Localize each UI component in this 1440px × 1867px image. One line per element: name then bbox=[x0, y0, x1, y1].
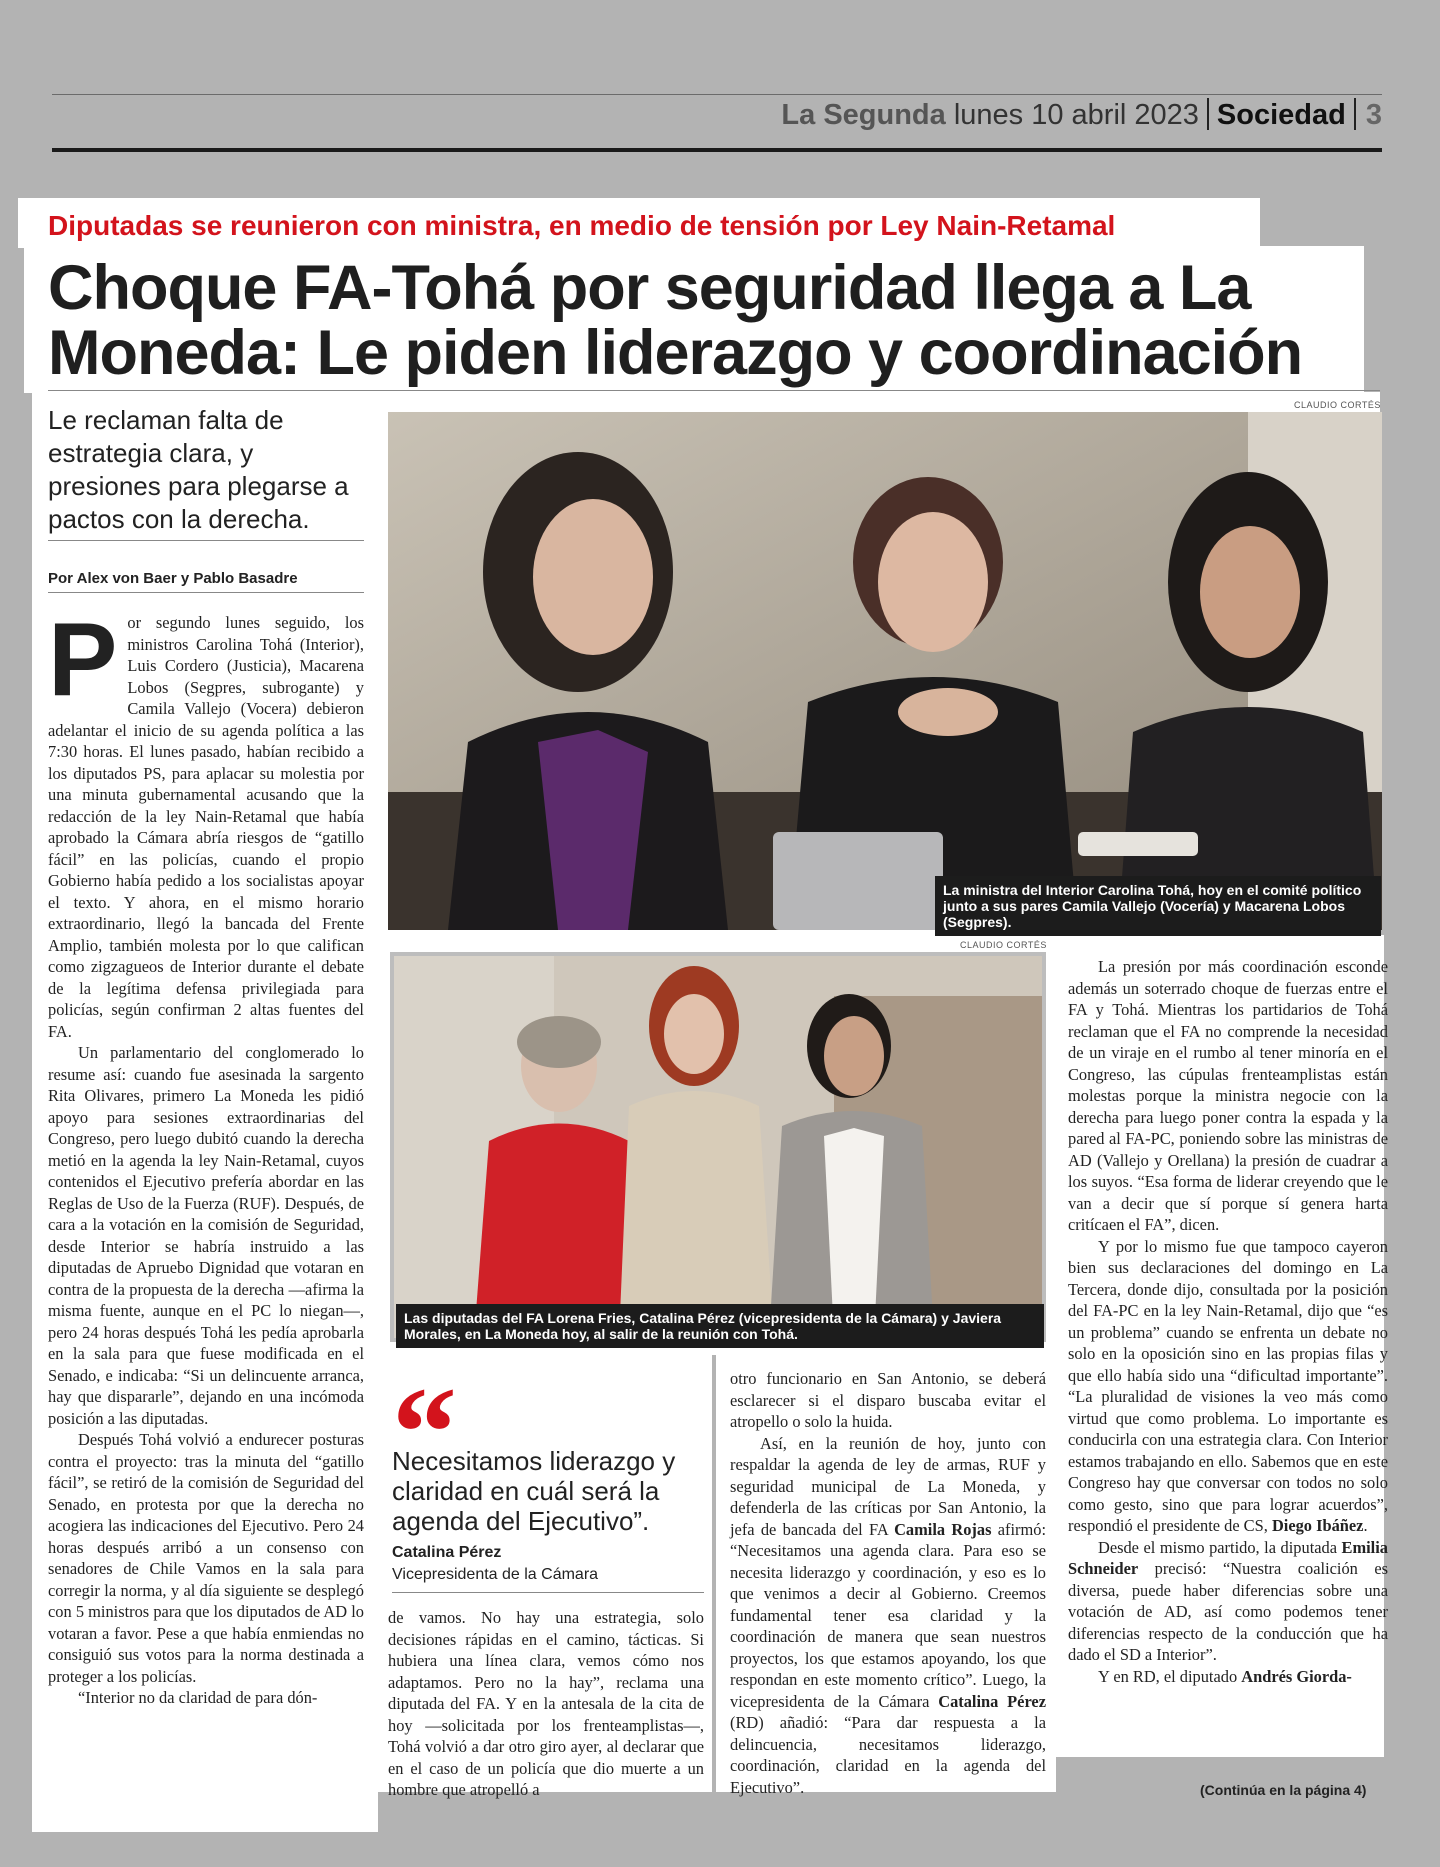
masthead-top-rule bbox=[52, 94, 1382, 95]
paragraph bbox=[1068, 1537, 1388, 1666]
paragraph: Un parlamentario del conglomerado lo resume así: cuando fue asesinada la sargento Rita Olivares, primero La Moneda les pidió apoyo para sesiones extraordinarias del Congreso, pero luego dubitó cuando la derecha metió en la agenda la ley Nain-Retamal, cuyos contenidos el Ejecutivo prefería abordar en las Reglas de Uso de la Fuerza (RUF). Después, de cara a la votación en la comisión de Seguridad, desde Interior se habría instruido a las diputadas de Apruebo Dignidad que votaran en contra de la propuesta de la derecha —afirma la misma fuente, aunque en el PC lo niegan—, pero 24 horas después Tohá les pedía aprobarla en la sala para que fuese modificada en el Senado, e indicaba: “Si un delincuente arranca, hay que dispararle”, dejando en una incómoda posición a las diputadas. bbox=[48, 1043, 364, 1428]
text-run: afirmó: “Necesitamos una agenda clara. Para eso se necesita liderazgo y coordinación, y eso es lo que venimos a decir al Gobierno. Creemos fundamental tener esa claridad y la coordinación de manera que sean nuestros proyectos, los que estamos apoyando, los que respondan en este momento crítico”. Luego, la vicepresidenta de la Cámara bbox=[730, 1519, 1046, 1711]
text-run: Así, en la reunión de hoy, junto con respaldar la agenda de ley de armas, RUF y seguridad municipal de La Moneda, y defenderla de las críticas por San Antonio, la jefa de bancada del FA bbox=[730, 1433, 1046, 1539]
middle-photo bbox=[390, 952, 1046, 1342]
pull-quote-rule bbox=[392, 1592, 704, 1593]
byline: Por Alex von Baer y Pablo Basadre bbox=[48, 570, 298, 587]
quote-mark-icon: “ bbox=[392, 1361, 457, 1505]
person-name: Andrés Giorda- bbox=[1241, 1666, 1352, 1686]
drop-cap: P bbox=[48, 602, 118, 718]
paragraph: La presión por más coordinación esconde además un soterrado choque de fuerzas entre el FA y Tohá. Mientras los partidarios de Tohá reclaman que el FA no comprende la necesidad de un viraje en el rumbo al tener minoría en el Congreso, las cúpulas frenteamplistas están molestas porque la ministra negocie con la derecha para luego poner contra la espada y la pared al FA-PC, poniendo sobre las ministras de AD (Vallejo y Orellana) la presión de cuadrar a los suyos. “Esa forma de liderar creyendo que le van a decir que sí porque sí genera harta critícaen el FA”, dicen. bbox=[1068, 957, 1388, 1234]
deck: Le reclaman falta de estrategia clara, y presiones para plegarse a pactos con la derecha. bbox=[48, 405, 349, 534]
text-run: (RD) añadió: “Para dar respuesta a la delincuencia, necesitamos liderazgo, coordinación, claridad en la agenda del Ejecutivo”. bbox=[730, 1713, 1046, 1797]
person-name: Diego Ibáñez bbox=[1271, 1516, 1364, 1535]
text-run: precisó: “Nuestra coalición es diversa, puede haber diferencias sobre una votación de AD, así como podemos tener diferencias respecto de la conducción que ha dado el SD a Interior”. bbox=[1068, 1559, 1388, 1664]
photo-credit: CLAUDIO CORTÉS bbox=[960, 940, 1047, 950]
kicker: Diputadas se reunieron con ministra, en medio de tensión por Ley Nain-Retamal bbox=[48, 210, 1116, 241]
top-photo bbox=[388, 412, 1382, 930]
middle-photo-caption: Las diputadas del FA Lorena Fries, Catalina Pérez (vicepresidenta de la Cámara) y Javiera Morales, en La Moneda hoy, al salir de la reunión con Tohá. bbox=[396, 1304, 1044, 1348]
paragraph bbox=[1068, 1236, 1388, 1537]
text-run: . bbox=[1363, 1516, 1368, 1535]
body-column-1 bbox=[48, 602, 364, 1709]
person-name: Camila Rojas bbox=[894, 1519, 992, 1539]
headline-rule bbox=[48, 390, 1380, 391]
masthead bbox=[781, 98, 1382, 132]
top-photo-illustration bbox=[388, 412, 1382, 930]
deck-rule bbox=[48, 540, 364, 541]
pull-quote-text: Necesitamos liderazgo y claridad en cuál será la agenda del Ejecutivo”. bbox=[392, 1446, 676, 1536]
paragraph bbox=[730, 1433, 1046, 1799]
photo-credit: CLAUDIO CORTÉS bbox=[1294, 400, 1381, 410]
masthead-date: lunes 10 abril 2023 bbox=[953, 99, 1199, 131]
top-photo-caption: La ministra del Interior Carolina Tohá, hoy en el comité político junto a sus pares Camila Vallejo (Vocería) y Macarena Lobos (Segpres). bbox=[935, 876, 1381, 936]
headline: Choque FA-Tohá por seguridad llega a La Moneda: Le piden liderazgo y coordinación bbox=[48, 253, 1303, 388]
paragraph: de vamos. No hay una estrategia, solo decisiones rápidas en el camino, tácticas. Si hubiera una línea clara, vemos cómo nos adaptamos. Pero no la hay”, reclama una diputada del FA. Y en la antesala de la cita de hoy —solicitada por los frenteamplistas—, Tohá volvió a dar otro giro ayer, al declarar que en el caso de un policía que dio muerte a un hombre que atropelló a bbox=[388, 1608, 704, 1799]
masthead-separator bbox=[1207, 98, 1209, 130]
body-column-2 bbox=[388, 1607, 704, 1801]
body-column-4 bbox=[1068, 956, 1388, 1687]
body-column-3 bbox=[730, 1368, 1046, 1798]
paragraph: “Interior no da claridad de para dón- bbox=[78, 1688, 318, 1707]
paragraph: or segundo lunes seguido, los ministros Carolina Tohá (Interior), Luis Cordero (Justicia), Macarena Lobos (Segpres, subrogante) y Camila Vallejo (Vocera) debieron adelantar el inicio de su agenda política a las 7:30 horas. El lunes pasado, habían recibido a los diputados PS, para aplacar su molestia por una minuta gubernamental acusando que la redacción de la ley Nain-Retamal que había aprobado la Cámara abría riesgos de “gatillo fácil” en las policías, cuando el propio Gobierno había pedido a los socialistas apoyar el texto. Y ahora, en el mismo horario extraordinario, llegó la bancada del Frente Amplio, también molesta por lo que califican como zigzagueos de Interior durante el debate de la legítima defensa privilegiada para policías, según confirman 2 altas fuentes del FA. bbox=[48, 613, 364, 1041]
middle-photo-illustration bbox=[394, 956, 1042, 1338]
text-run: Y en RD, el diputado bbox=[1098, 1666, 1242, 1686]
continued-note: (Continúa en la página 4) bbox=[1200, 1782, 1367, 1798]
masthead-page-number: 3 bbox=[1365, 99, 1382, 131]
masthead-bottom-rule bbox=[52, 148, 1382, 152]
person-name: Catalina Pérez bbox=[938, 1691, 1046, 1711]
masthead-separator bbox=[1354, 98, 1356, 130]
pull-quote-role: Vicepresidenta de la Cámara bbox=[392, 1566, 599, 1583]
paragraph bbox=[1068, 1666, 1388, 1688]
masthead-brand: La Segunda bbox=[781, 99, 946, 131]
text-run: Desde el mismo partido, la diputada bbox=[1098, 1537, 1342, 1557]
paragraph: Después Tohá volvió a endurecer posturas contra el proyecto: tras la minuta del “gatillo fácil”, se retiró de la comisión de Seguridad del Senado, en protesta por que la derecha no acogiera las indicaciones del Ejecutivo. Pero 24 horas después arribó a un consenso con senadores de Chile Vamos en la sala para corregir la norma, y al día siguiente se desplegó con 5 ministros para que los diputados de AD lo votaran a favor. Pese a que había enmiendas no consiguió sus votos para la norma destinada a proteger a los policías. bbox=[48, 1430, 364, 1686]
text-run: Y por lo mismo fue que tampoco cayeron bien sus declaraciones del domingo en La Tercera, donde dijo, consultada por la posición del FA-PC en la ley Nain-Retamal, dijo que “es un problema” cuando se enfrenta un debate no solo en la oposición sino en las propias filas y que ello había sido una “dificultad importante”. “La pluralidad de visiones la veo más como virtud que como problema. Lo importante es conducirla con una estrategia clara. Con Interior estamos trabajando en ello. Sabemos que en este Congreso hay que conversar con todos no solo como gesto, sino que para lograr acuerdos”, respondió el presidente de CS, bbox=[1068, 1236, 1388, 1535]
pull-quote-name: Catalina Pérez bbox=[392, 1544, 502, 1561]
masthead-section: Sociedad bbox=[1216, 99, 1346, 131]
person-name: Emilia Schneider bbox=[1068, 1537, 1388, 1578]
byline-rule bbox=[48, 592, 364, 593]
paragraph: otro funcionario en San Antonio, se deberá esclarecer si el disparo buscaba evitar el atropello o solo la huida. bbox=[730, 1369, 1046, 1431]
